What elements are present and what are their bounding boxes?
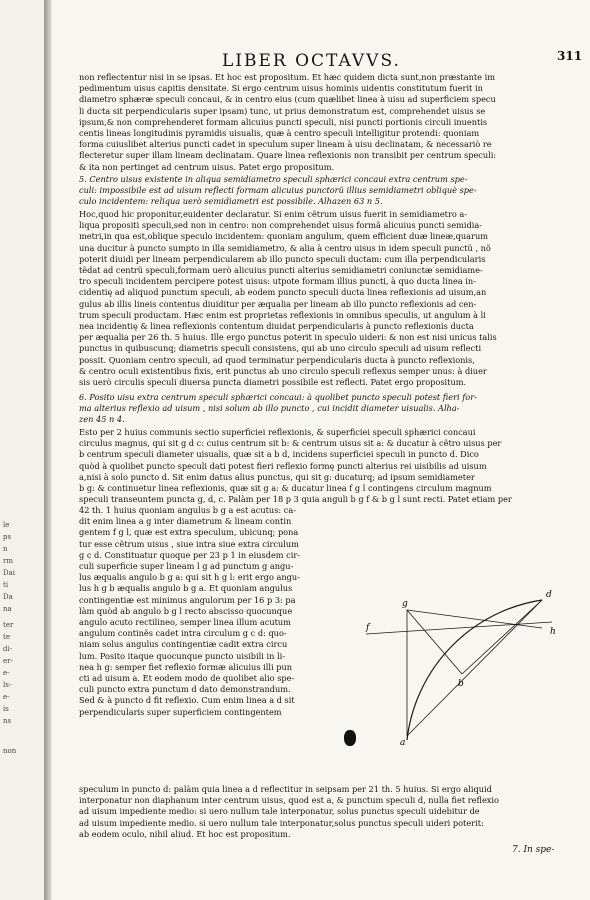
paragraph-3-narrow-line: angulum continẽs cadet intra circulum g c d: quo- [79, 628, 287, 639]
ink-stain [344, 730, 356, 746]
paragraph-2-line: metri,in qua est,oblique speculo incidentem: quoniam angulum, quem efficient duæ lineæ,quarum [79, 231, 488, 242]
paragraph-3-line: b g: & continuetur linea reflexionis, quæ sit g a: & ducatur linea f g l contingens circulum magnum [79, 483, 492, 494]
paragraph-3-narrow [79, 505, 341, 718]
paragraph-2-line: tẽdat ad centrũ speculi,formam uerò alicuius puncti alterius semidiametri coniunctæ semidiame- [79, 265, 483, 276]
paragraph-1-line: & ita non pertinget ad centrum uisus. Patet ergo propositum. [79, 161, 335, 172]
book-page [52, 0, 590, 900]
paragraph-3-narrow-line: culi superficie super lineam l g ad punctum g angu- [79, 561, 294, 572]
proposition-5-line: culi: impossibile est ad uisum reflecti formam alicuius punctorũ illius semidiametri obliquè spe- [79, 185, 477, 196]
paragraph-3-end-line: speculum in puncto d: palàm quia linea a d reflectitur in seipsam per 21 th. 5 huius. Si ergo aliquid [79, 784, 492, 794]
paragraph-2-line: gulus ab illis lineis contentus diuiditur per æqualia per lineam ab illo puncto reflexionis ad cen- [79, 298, 477, 309]
paragraph-1-line: flecteretur super illam lineam declinatam. Quare linea reflexionis non transibit per centrum speculi: [79, 150, 497, 161]
margin-fragment: Da [3, 593, 13, 601]
catchword: 7. In spe- [512, 845, 555, 855]
paragraph-2-line: sis uerò circulis speculi diuersa puncta diametri possibile est reflecti. Patet ergo propositum. [79, 377, 467, 388]
proposition-5-text: Centro uisus existente in aliqua semidiametro speculi sphærici concaui extra centrum spe- [89, 174, 468, 184]
margin-fragment: ti [3, 581, 9, 589]
proposition-6-text: Posito uisu extra centrum speculi sphærici concaui: à quolibet puncto speculi potest fieri for- [89, 392, 477, 402]
proposition-5-statement [79, 174, 551, 208]
paragraph-2-line: trum speculi productam. Hæc enim est proprietas reflexionis in omnibus speculis, ut angulum à li [79, 309, 486, 320]
margin-fragment: ter [3, 621, 14, 629]
margin-fragment: ns [3, 717, 12, 725]
adjacent-page-margin [0, 0, 46, 900]
paragraph-1 [79, 72, 551, 173]
paragraph-3-line: quòd à quolibet puncto speculi dati potest fieri reflexio formę puncti alterius rei uisibilis ad uisum [79, 460, 487, 471]
paragraph-2-line: possit. Quoniam centro speculi, ad quod terminatur perpendicularis ducta à puncto reflexionis, [79, 354, 475, 365]
paragraph-3-line: b centrum speculi diameter uisualis, quæ sit a b d, incidens superficiei speculi in puncto d. Dico [79, 449, 479, 460]
paragraph-3-narrow-line: angulo acuto rectilineo, semper linea illum acutum [79, 617, 291, 628]
proposition-6-line: zen 45 n 4. [79, 414, 125, 425]
label-a: a [400, 738, 406, 748]
radius-gb [407, 610, 462, 674]
label-h: h [550, 627, 556, 637]
paragraph-2-line: tro speculi incidentem percipere potest uisus: utpote formam illius puncti, à quo ducta linea in- [79, 276, 476, 287]
paragraph-3-narrow-line: nea h g: semper fiet reflexio formæ alicuius illi pun [79, 661, 292, 672]
paragraph-2-line: & centro oculi existentibus fixis, erit punctus ab uno circulo speculi reflexus semper unus: à diuer [79, 365, 487, 376]
paragraph-2-line: poterit diuidi per lineam perpendicularem ab illo puncto speculi ductam: cum illa perpendicularis [79, 253, 486, 264]
paragraph-2 [79, 209, 551, 388]
paragraph-3-narrow-line: niam solus angulus contingentiæ cadit extra circu [79, 639, 288, 650]
proposition-6-statement [79, 392, 551, 426]
paragraph-3-full [79, 427, 551, 505]
diameter-ad [407, 600, 542, 736]
page-number: 311 [557, 49, 583, 63]
margin-fragment: non [3, 747, 17, 755]
label-b: b [458, 679, 464, 689]
paragraph-3-narrow-line: lum. Posito itaque quocunque puncto uisibili in li- [79, 650, 286, 661]
paragraph-3-narrow-line: 42 th. 1 huius quoniam angulus b g a est acutus: ca- [79, 505, 297, 515]
paragraph-1-line: li ducta sit perpendicularis super ipsam) tunc, ut prius demonstratum est, comprehendet uisus se [79, 105, 486, 116]
paragraph-3-narrow-line: dit enim linea a g inter diametrum & lineam contin [79, 516, 292, 527]
paragraph-1-line: centis lineas longitudinis pyramidis uisualis, quæ à centro speculi intelligitur protendi: quoniam [79, 128, 480, 139]
mirror-arc [407, 600, 542, 740]
paragraph-3-line: circulus magnus, qui sit g d c: cuius centrum sit b: & centrum uisus sit a: & ducatur à cẽtro uisus per [79, 438, 502, 449]
proposition-6-line [79, 392, 551, 403]
margin-fragment: e- [3, 669, 10, 677]
paragraph-2-line: nea incidentię & linea reflexionis contentum diuidat perpendicularis à puncto reflexionis ducta [79, 321, 474, 332]
margin-fragment: is [3, 705, 9, 713]
margin-fragment: Dai [3, 569, 16, 577]
paragraph-3-narrow-line: lus h g b æqualis angulo b g a. Et quoniam angulus [79, 583, 293, 594]
paragraph-1-line: forma cuiuslibet alterius puncti cadet in speculum super lineam à uisu declinatam, & necessariò re [79, 139, 492, 150]
tangent-line-fgl [366, 622, 552, 634]
paragraph-1-line: diametro sphæræ speculi concaui, & in centro eius (cum quælibet linea à uisu ad superficiem specu [79, 94, 496, 105]
margin-fragment: te [3, 633, 10, 641]
proposition-6-number: 6. [79, 392, 87, 402]
paragraph-3-line: speculi transeuntem puncta g, d, c. Palàm per 18 p 3 quia anguli b g f & b g l sunt recti. Patet etiam per [79, 494, 512, 505]
proposition-5-line [79, 174, 551, 185]
margin-fragment: e- [3, 693, 10, 701]
paragraph-2-line: una ducitur à puncto sumpto in illa semidiametro, & alia à centro uisus in idem speculi punctũ , nõ [79, 242, 491, 253]
label-g: g [402, 599, 408, 609]
margin-fragment: rm [3, 557, 13, 565]
proposition-5-line: culo incidentem: reliqua uerò semidiametri est possibile. Alhazen 63 n 5. [79, 196, 383, 207]
geometric-figure [352, 580, 562, 750]
margin-fragment: le [3, 521, 10, 529]
margin-fragment: di- [3, 645, 13, 653]
margin-fragment: n [3, 545, 8, 553]
paragraph-1-line: pedimentum uisus capitis densitate. Si ergo centrum uisus hominis uidentis constitutum fuerit in [79, 83, 483, 94]
label-f: f [366, 623, 370, 633]
margin-fragment: ls- [3, 681, 12, 689]
paragraph-3-end [79, 784, 551, 840]
paragraph-3-narrow-line: contingentiæ est minimus angulorum per 16 p 3: pa [79, 594, 296, 605]
paragraph-3-line: a,nisi à solo puncto d. Sit enim datus alius punctus, qui sit g: ducaturq; ad ipsum semidiameter [79, 471, 475, 482]
paragraph-2-line: cidentię ad aliquod punctum speculi, ab eodem puncto speculi ducta linea reflexionis ad uisum,an [79, 287, 487, 298]
paragraph-3-narrow-line: culi puncto extra punctum d dato demonstrandum. [79, 684, 291, 695]
paragraph-1-line: non reflectentur nisi in se ipsas. Et hoc est propositum. Et hæc quidem dicta sunt,non præstante im [79, 72, 495, 82]
paragraph-3-end-line: ad uisum impediente medio. si uero nullum tale interponatur,solus punctus speculi uideri poterit: [79, 817, 484, 828]
proposition-5-number: 5. [79, 174, 87, 184]
margin-fragment: ps [3, 533, 12, 541]
paragraph-3-narrow-line: làm quòd ab angulo b g l recto abscisso quocunque [79, 605, 293, 616]
paragraph-3-end-line: ad uisum impediente medio: si uero nullum tale interponatur, solus punctus speculi uidebitur de [79, 806, 480, 817]
paragraph-3-narrow-line: cti ad uisum a. Et eodem modo de quolibet alio spe- [79, 673, 295, 684]
margin-fragment: er- [3, 657, 13, 665]
paragraph-3-narrow-line: Sed & à puncto d fit reflexio. Cum enim linea a d sit [79, 695, 295, 706]
paragraph-2-line: punctus in quibuscunq; diametris speculi consistens, qui ab uno circulo speculi ad uisum reflecti [79, 343, 482, 354]
paragraph-3-narrow-line: lus æqualis angulo b g a: qui sit h g l: erit ergo angu- [79, 572, 300, 583]
proposition-6-line: ma alterius reflexio ad uisum , nisi solum ab illo puncto , cui incidit diameter uisualis. Alha- [79, 403, 460, 414]
paragraph-3-end-line: interponatur non diaphanum inter centrum uisus, quod est a, & punctum speculi d, nulla fiet reflexio [79, 795, 499, 806]
paragraph-1-line: ipsum,& non comprehenderet formam alicuius puncti speculi, nisi puncti portionis circuli inuentis [79, 116, 488, 127]
paragraph-2-line: Hoc,quod hic proponitur,euidenter declaratur. Si enim cẽtrum uisus fuerit in semidiametro a- [79, 209, 468, 219]
book-gutter [44, 0, 51, 900]
margin-fragment: na [3, 605, 12, 613]
paragraph-3-line: Esto per 2 huius communis sectio superficiei reflexionis, & superficiei speculi sphærici concaui [79, 427, 476, 437]
paragraph-2-line: per æqualia per 26 th. 5 huius. Ille ergo punctus poterit in speculo uideri: & non est nisi unicus talis [79, 332, 497, 343]
paragraph-2-line: liqua propositi speculi,sed non in centro: non comprehendet uisus formã alicuius puncti semidia- [79, 220, 482, 231]
paragraph-3-narrow-line: gentem f g l, quæ est extra speculum, ubicunq; pona [79, 527, 299, 538]
paragraph-3-narrow-line: perpendicularis super superficiem contingentem [79, 706, 282, 717]
running-head: LIBER OCTAVVS. [222, 51, 401, 71]
label-d: d [546, 590, 552, 600]
paragraph-3-end-line: ab eodem oculo, nihil aliud. Et hoc est propositum. [79, 828, 291, 839]
paragraph-3-narrow-line: tur esse cẽtrum uisus , siue intra siue extra circulum [79, 538, 299, 549]
paragraph-3-narrow-line: g c d. Constituatur quoque per 23 p 1 in eiusdem cir- [79, 549, 301, 560]
